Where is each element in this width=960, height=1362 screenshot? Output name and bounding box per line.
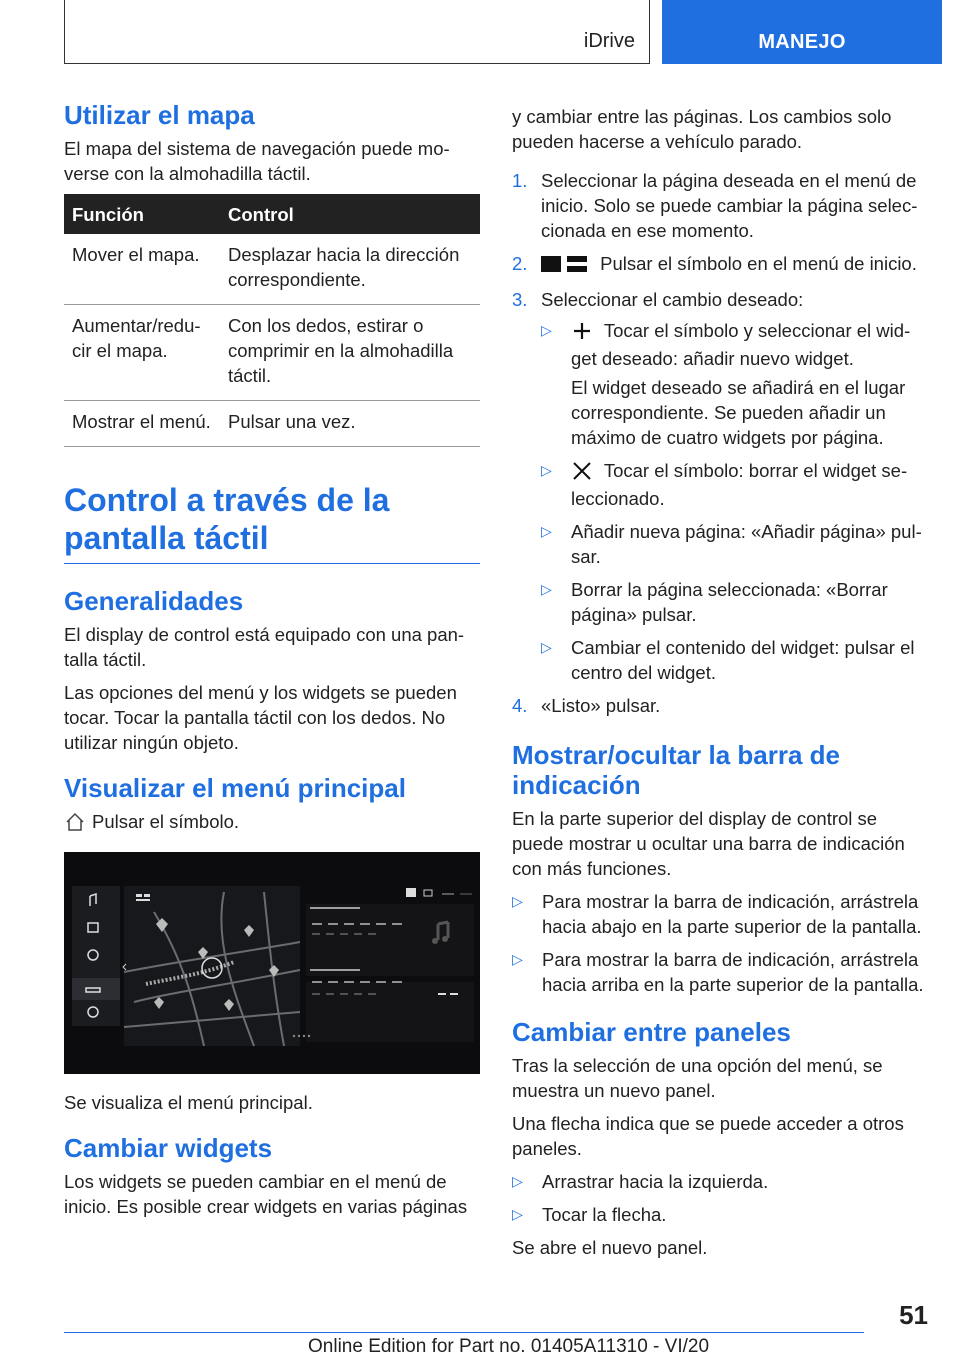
table-cell: Mover el mapa. [64,234,220,305]
general-p1: El display de control está equipado con una pantalla táctil. [64,624,465,670]
touch-section-title: Control a través de la pantalla táctil [64,481,480,564]
right-column [512,104,928,1268]
menu-title: Visualizar el menú principal [64,773,406,803]
step-text: «Listo» pulsar. [541,695,661,716]
bullet-triangle-icon: ▷ [512,951,523,967]
bullet-triangle-icon: ▷ [512,1206,523,1222]
step-text: Pulsar el símbolo en el menú de inicio. [600,253,917,274]
sub-bullet-text: Tocar el símbolo y seleccionar el widget deseado: añadir nuevo widget. [571,320,911,369]
page-number: 51 [899,1300,928,1330]
panels-p2: Una flecha indica que se puede acceder a otros paneles. [512,1113,904,1159]
list-item [512,251,928,279]
bar-title: Mostrar/ocultar la barra de indicación [512,740,840,800]
sub-bullet-text: Añadir nueva página: «Añadir página» pulsar. [571,521,922,567]
close-icon [571,461,593,486]
bullet-triangle-icon: ▷ [541,462,552,478]
map-intro: El mapa del sistema de navegación puede moverse con la almohadilla táctil. [64,138,450,184]
list-item [512,947,928,997]
plus-icon [571,321,593,346]
list-item [512,1202,928,1227]
header-chapter-tab: MANEJO [662,0,942,64]
general-title: Generalidades [64,586,244,616]
panels-bullet-text: Arrastrar hacia la izquierda. [542,1171,769,1192]
list-item [541,318,928,450]
step-number: 1. [512,170,528,191]
step-number: 3. [512,289,528,310]
step-text: Seleccionar el cambio deseado: [541,289,804,310]
panels-p1: Tras la selección de una opción del menú, se muestra un nuevo panel. [512,1055,883,1101]
list-item [512,693,928,718]
sub-bullet-text: Tocar el símbolo: borrar el widget seleccionado. [571,460,908,509]
header-frame [64,0,650,64]
list-item [512,287,928,685]
map-title: Utilizar el mapa [64,100,255,130]
sub-bullet-extra: El widget deseado se añadirá en el lugar correspondiente. Se pueden añadir un máximo de cuatro widgets por página. [571,377,906,448]
step-number: 2. [512,253,528,274]
panels-bullets [512,1169,928,1227]
panels-title: Cambiar entre paneles [512,1017,791,1047]
function-table [64,194,480,447]
list-item [541,458,928,511]
table-cell: Mostrar el menú. [64,401,220,447]
bar-bullets [512,889,928,997]
bullet-triangle-icon: ▷ [541,581,552,597]
step-text: Seleccionar la página deseada en el menú de inicio. Solo se puede cambiar la página seleccionada en ese momento. [541,170,918,241]
list-item [541,635,928,685]
list-item [512,168,928,243]
table-cell: Aumentar/reducir el mapa. [64,305,220,401]
menu-caption: Se visualiza el menú principal. [64,1092,313,1113]
table-row [64,234,480,305]
bullet-triangle-icon: ▷ [541,322,552,338]
table-row [64,401,480,447]
panels-bullet-text: Tocar la flecha. [542,1204,667,1225]
table-cell: Con los dedos, estirar o comprimir en la almohadilla táctil. [220,305,480,401]
bullet-triangle-icon: ▷ [541,639,552,655]
menu-symbol-line [64,809,480,834]
sub-bullet-text: Borrar la página seleccionada: «Borrar página» pulsar. [571,579,888,625]
header-section: iDrive [583,30,635,52]
list-item [541,577,928,627]
list-item [541,519,928,569]
panels-end: Se abre el nuevo panel. [512,1237,708,1258]
footer-divider [64,1332,864,1333]
table-header-function: Función [64,194,220,234]
step-number: 4. [512,695,528,716]
bullet-triangle-icon: ▷ [541,523,552,539]
home-icon [64,811,86,833]
general-p2: Las opciones del menú y los widgets se pueden tocar. Tocar la pantalla táctil con los dedos. No utilizar ningún objeto. [64,682,457,753]
widget-edit-icon [541,254,589,279]
change-options-list [541,318,928,685]
widgets-p1: Los widgets se pueden cambiar en el menú de inicio. Es posible crear widgets en varias páginas [64,1171,468,1217]
widgets-title: Cambiar widgets [64,1133,273,1163]
list-item [512,889,928,939]
table-row [64,305,480,401]
footer-edition: Online Edition for Part no. 01405A11310 - VI/20 [308,1336,710,1357]
idrive-screen-drawing [64,852,480,1074]
bullet-triangle-icon: ▷ [512,893,523,909]
table-cell: Pulsar una vez. [220,401,480,447]
bar-bullet-text: Para mostrar la barra de indicación, arrástrela hacia abajo en la parte superior de la pantalla. [542,891,922,937]
sub-bullet-text: Cambiar el contenido del widget: pulsar el centro del widget. [571,637,915,683]
table-header-control: Control [220,194,480,234]
idrive-screen-image [64,852,480,1074]
left-column [64,100,480,1227]
table-cell: Desplazar hacia la dirección correspondiente. [220,234,480,305]
list-item [512,1169,928,1194]
bullet-triangle-icon: ▷ [512,1173,523,1189]
widgets-continue: y cambiar entre las páginas. Los cambios solo pueden hacerse a vehículo parado. [512,106,892,152]
bar-bullet-text: Para mostrar la barra de indicación, arrástrela hacia arriba en la parte superior de la pantalla. [542,949,924,995]
steps-list [512,168,928,718]
menu-symbol-text: Pulsar el símbolo. [92,811,240,832]
bar-paragraph: En la parte superior del display de control se puede mostrar u ocultar una barra de indicación con más funciones. [512,808,905,879]
